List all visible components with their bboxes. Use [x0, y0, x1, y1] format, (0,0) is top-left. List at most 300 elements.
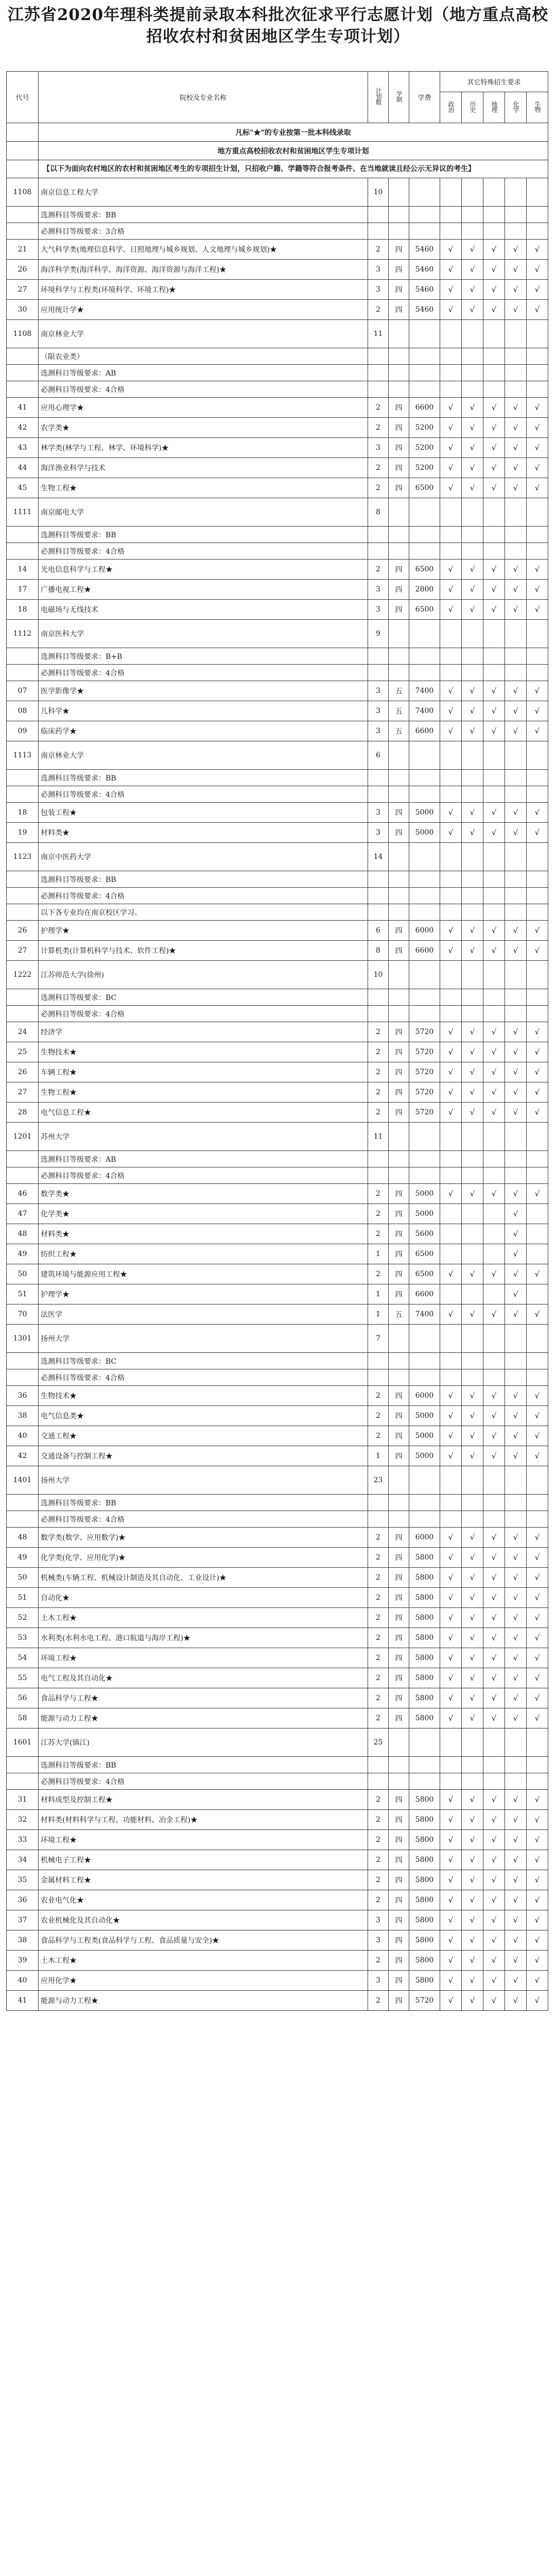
code-cell: 18 [7, 600, 39, 620]
major-row [7, 1103, 548, 1123]
major-row [7, 681, 548, 701]
requirement-mark-cell [483, 620, 505, 648]
code-cell [7, 1167, 39, 1184]
requirement-mark-cell [483, 1204, 505, 1224]
years-cell: 四 [389, 1688, 409, 1708]
fee-cell: 5000 [409, 823, 440, 843]
requirement-mark-cell [483, 1773, 505, 1790]
requirement-mark-cell: √ [483, 1830, 505, 1850]
major-row [7, 1790, 548, 1810]
requirement-mark-cell [440, 770, 462, 786]
fee-cell: 5800 [409, 1810, 440, 1830]
requirement-mark-cell: √ [483, 398, 505, 418]
col-sub-header: 化学 [505, 92, 527, 123]
code-cell: 1112 [7, 620, 39, 648]
requirement-mark-cell: √ [440, 1062, 462, 1082]
requirement-mark-cell [527, 1204, 548, 1224]
requirement-mark-cell [527, 620, 548, 648]
requirement-mark-cell: √ [527, 1406, 548, 1426]
school-row [7, 961, 548, 989]
requirement-mark-cell: √ [462, 803, 483, 823]
years-cell: 四 [389, 1850, 409, 1870]
code-cell: 1111 [7, 498, 39, 527]
requirement-mark-cell: √ [440, 260, 462, 280]
years-cell [389, 1151, 409, 1167]
fee-cell: 6500 [409, 1264, 440, 1284]
code-cell [7, 770, 39, 786]
requirement-mark-cell: √ [440, 560, 462, 580]
fee-cell [409, 1773, 440, 1790]
fee-cell: 5720 [409, 1022, 440, 1042]
requirement-mark-cell: √ [440, 1588, 462, 1608]
years-cell: 五 [389, 681, 409, 701]
requirement-mark-cell: √ [462, 1062, 483, 1082]
requirement-mark-cell: √ [483, 1991, 505, 2011]
requirement-row [7, 223, 548, 240]
requirement-mark-cell: √ [440, 681, 462, 701]
name-cell: 医学影像学★ [39, 681, 368, 701]
plan-cell: 3 [368, 1910, 389, 1930]
requirement-mark-cell: √ [483, 1264, 505, 1284]
requirement-mark-cell: √ [505, 1588, 527, 1608]
requirement-mark-cell [462, 1244, 483, 1264]
requirement-mark-cell: √ [440, 1304, 462, 1325]
col-sub-header: 政治 [440, 92, 462, 123]
code-cell [7, 381, 39, 398]
name-cell: 包装工程★ [39, 803, 368, 823]
requirement-mark-cell: √ [462, 1951, 483, 1971]
years-cell: 四 [389, 1648, 409, 1668]
requirement-mark-cell: √ [483, 418, 505, 438]
years-cell: 四 [389, 1790, 409, 1810]
requirement-mark-cell [462, 381, 483, 398]
school-row [7, 178, 548, 207]
name-cell: 交通工程★ [39, 1426, 368, 1446]
name-cell: 选测科目等级要求：BB [39, 871, 368, 888]
major-row [7, 1082, 548, 1103]
requirement-mark-cell [527, 543, 548, 560]
requirement-mark-cell [462, 348, 483, 365]
plan-cell [368, 365, 389, 381]
requirement-mark-cell [440, 1151, 462, 1167]
plan-cell [368, 1773, 389, 1790]
requirement-mark-cell: √ [505, 240, 527, 260]
code-cell: 1201 [7, 1123, 39, 1151]
years-cell: 四 [389, 1446, 409, 1466]
requirement-mark-cell: √ [462, 1264, 483, 1284]
requirement-mark-cell [505, 1728, 527, 1757]
requirement-mark-cell: √ [440, 1850, 462, 1870]
plan-cell: 3 [368, 580, 389, 600]
school-row [7, 1123, 548, 1151]
requirement-mark-cell: √ [462, 398, 483, 418]
requirement-mark-cell [440, 741, 462, 770]
requirement-mark-cell [483, 770, 505, 786]
requirement-mark-cell [462, 1773, 483, 1790]
requirement-mark-cell [505, 904, 527, 921]
name-cell: 选测科目等级要求：BB [39, 1495, 368, 1511]
requirement-mark-cell [440, 1511, 462, 1528]
requirement-mark-cell: √ [440, 240, 462, 260]
requirement-mark-cell [462, 1511, 483, 1528]
requirement-mark-cell [527, 381, 548, 398]
years-cell: 四 [389, 260, 409, 280]
code-cell [7, 1495, 39, 1511]
code-cell: 43 [7, 438, 39, 458]
requirement-mark-cell: √ [440, 1386, 462, 1406]
name-cell: 江苏师范大学(徐州) [39, 961, 368, 989]
requirement-mark-cell [505, 871, 527, 888]
fee-cell [409, 904, 440, 921]
plan-cell: 3 [368, 701, 389, 721]
name-cell: 能源与动力工程★ [39, 1991, 368, 2011]
requirement-mark-cell: √ [462, 1930, 483, 1951]
years-cell: 五 [389, 721, 409, 741]
requirement-row [7, 665, 548, 681]
plan-cell [368, 543, 389, 560]
fee-cell: 7400 [409, 701, 440, 721]
plan-cell: 9 [368, 620, 389, 648]
code-cell: 42 [7, 1446, 39, 1466]
requirement-mark-cell: √ [462, 1568, 483, 1588]
name-cell: 护理学★ [39, 1284, 368, 1304]
name-cell: 车辆工程★ [39, 1062, 368, 1082]
code-cell: 1113 [7, 741, 39, 770]
requirement-mark-cell: √ [440, 1628, 462, 1648]
requirement-mark-cell: √ [462, 600, 483, 620]
name-cell: 必测科目等级要求：3合格 [39, 223, 368, 240]
requirement-mark-cell: √ [462, 1870, 483, 1890]
code-cell: 35 [7, 1870, 39, 1890]
requirement-mark-cell [462, 207, 483, 223]
code-cell: 33 [7, 1830, 39, 1850]
name-cell: 农学类★ [39, 418, 368, 438]
requirement-mark-cell [505, 741, 527, 770]
years-cell: 四 [389, 1204, 409, 1224]
name-cell: 机械类(车辆工程、机械设计制造及其自动化、工业设计)★ [39, 1568, 368, 1588]
name-cell: 建筑环境与能源应用工程★ [39, 1264, 368, 1284]
requirement-mark-cell [483, 741, 505, 770]
years-cell [389, 1511, 409, 1528]
requirement-mark-cell: √ [483, 1528, 505, 1548]
requirement-mark-cell [462, 365, 483, 381]
years-cell: 四 [389, 823, 409, 843]
code-cell [7, 527, 39, 543]
requirement-mark-cell [527, 961, 548, 989]
years-cell: 四 [389, 478, 409, 498]
requirement-row [7, 527, 548, 543]
requirement-mark-cell [440, 498, 462, 527]
requirement-mark-cell [462, 843, 483, 871]
plan-cell: 2 [368, 1224, 389, 1244]
requirement-mark-cell: √ [527, 1930, 548, 1951]
name-cell: 南京医科大学 [39, 620, 368, 648]
name-cell: 必测科目等级要求：4合格 [39, 381, 368, 398]
major-row [7, 1386, 548, 1406]
requirement-mark-cell [462, 989, 483, 1006]
requirement-mark-cell: √ [462, 1426, 483, 1446]
years-cell: 四 [389, 1042, 409, 1062]
requirement-mark-cell [505, 1006, 527, 1022]
requirement-mark-cell [440, 904, 462, 921]
requirement-mark-cell: √ [527, 1810, 548, 1830]
major-row [7, 1528, 548, 1548]
requirement-mark-cell [483, 1006, 505, 1022]
years-cell: 四 [389, 580, 409, 600]
code-cell: 51 [7, 1284, 39, 1304]
major-row [7, 1062, 548, 1082]
requirement-mark-cell: √ [527, 1708, 548, 1728]
requirement-row [7, 888, 548, 904]
requirement-mark-cell: √ [505, 418, 527, 438]
fee-cell [409, 1369, 440, 1386]
requirement-mark-cell: √ [527, 1528, 548, 1548]
requirement-mark-cell [440, 527, 462, 543]
requirement-row [7, 365, 548, 381]
requirement-mark-cell: √ [505, 941, 527, 961]
name-cell: 农业电气化★ [39, 1890, 368, 1910]
requirement-mark-cell [462, 1006, 483, 1022]
requirement-mark-cell: √ [505, 1790, 527, 1810]
requirement-mark-cell [440, 888, 462, 904]
requirement-mark-cell: √ [462, 921, 483, 941]
requirement-mark-cell [462, 1151, 483, 1167]
requirement-mark-cell: √ [462, 1790, 483, 1810]
requirement-mark-cell: √ [527, 1103, 548, 1123]
major-row [7, 1830, 548, 1850]
requirement-mark-cell: √ [462, 1446, 483, 1466]
name-cell: （限农业类） [39, 348, 368, 365]
requirement-mark-cell [462, 1757, 483, 1773]
years-cell: 四 [389, 1386, 409, 1406]
requirement-mark-cell [440, 1204, 462, 1224]
fee-cell: 6500 [409, 478, 440, 498]
name-cell: 经济学 [39, 1022, 368, 1042]
years-cell [389, 365, 409, 381]
major-row [7, 1264, 548, 1284]
years-cell [389, 1167, 409, 1184]
years-cell: 四 [389, 941, 409, 961]
name-cell: 土木工程★ [39, 1608, 368, 1628]
fee-cell [409, 543, 440, 560]
requirement-mark-cell: √ [462, 1971, 483, 1991]
requirement-mark-cell: √ [505, 1668, 527, 1688]
requirement-mark-cell [505, 1151, 527, 1167]
requirement-mark-cell [527, 1773, 548, 1790]
fee-cell: 6000 [409, 921, 440, 941]
code-cell: 48 [7, 1224, 39, 1244]
years-cell: 四 [389, 1426, 409, 1446]
requirement-mark-cell: √ [527, 1082, 548, 1103]
name-cell: 光电信息科学与工程★ [39, 560, 368, 580]
years-cell: 五 [389, 1304, 409, 1325]
years-cell [389, 1728, 409, 1757]
requirement-mark-cell: √ [483, 300, 505, 320]
requirement-mark-cell: √ [527, 941, 548, 961]
fee-cell [409, 527, 440, 543]
name-cell: 以下各专业均在南京校区学习。 [39, 904, 368, 921]
requirement-mark-cell [483, 1167, 505, 1184]
code-cell [7, 786, 39, 803]
plan-cell: 2 [368, 1103, 389, 1123]
code-cell [7, 365, 39, 381]
name-cell: 生物工程★ [39, 478, 368, 498]
requirement-mark-cell: √ [505, 300, 527, 320]
requirement-mark-cell [527, 1123, 548, 1151]
fee-cell [409, 770, 440, 786]
requirement-mark-cell [462, 741, 483, 770]
requirement-mark-cell [483, 1353, 505, 1369]
note-desc: 【以下为面向农村地区的农村和贫困地区考生的专项招生计划，只招收户籍、学籍等符合报考条件、在当地就读且经公示无异议的考生】 [39, 160, 548, 178]
requirement-mark-cell [527, 871, 548, 888]
plan-cell: 3 [368, 823, 389, 843]
requirement-mark-cell [505, 843, 527, 871]
requirement-mark-cell: √ [462, 1810, 483, 1830]
requirement-row [7, 207, 548, 223]
requirement-mark-cell [440, 223, 462, 240]
plan-cell: 3 [368, 280, 389, 300]
name-cell: 生物技术★ [39, 1386, 368, 1406]
requirement-mark-cell: √ [440, 1708, 462, 1728]
plan-cell [368, 348, 389, 365]
name-cell: 机械电子工程★ [39, 1850, 368, 1870]
plan-cell: 11 [368, 1123, 389, 1151]
name-cell: 选测科目等级要求：BC [39, 1353, 368, 1369]
requirement-mark-cell [483, 498, 505, 527]
requirement-mark-cell: √ [440, 941, 462, 961]
plan-cell: 2 [368, 240, 389, 260]
requirement-mark-cell: √ [527, 1991, 548, 2011]
requirement-mark-cell [483, 381, 505, 398]
fee-cell: 6000 [409, 1386, 440, 1406]
years-cell: 四 [389, 1528, 409, 1548]
requirement-mark-cell: √ [527, 1062, 548, 1082]
requirement-mark-cell: √ [440, 921, 462, 941]
major-row [7, 1608, 548, 1628]
requirement-mark-cell [505, 348, 527, 365]
requirement-mark-cell: √ [483, 1971, 505, 1991]
requirement-mark-cell [527, 741, 548, 770]
years-cell [389, 843, 409, 871]
requirement-mark-cell [440, 1006, 462, 1022]
code-cell: 25 [7, 1042, 39, 1062]
fee-cell [409, 1167, 440, 1184]
requirement-mark-cell [505, 1369, 527, 1386]
name-cell: 环境工程★ [39, 1648, 368, 1668]
requirement-mark-cell: √ [505, 1284, 527, 1304]
name-cell: 选测科目等级要求：BB [39, 770, 368, 786]
requirement-mark-cell: √ [483, 1386, 505, 1406]
name-cell: 扬州大学 [39, 1466, 368, 1495]
requirement-mark-cell [440, 320, 462, 348]
requirement-mark-cell: √ [440, 1528, 462, 1548]
code-cell: 27 [7, 1082, 39, 1103]
requirement-mark-cell: √ [527, 1910, 548, 1930]
school-row [7, 1325, 548, 1353]
requirement-mark-cell [483, 527, 505, 543]
col-fee-header: 学费 [409, 72, 440, 123]
requirement-mark-cell: √ [440, 478, 462, 498]
fee-cell [409, 320, 440, 348]
fee-cell: 5460 [409, 300, 440, 320]
requirement-mark-cell: √ [505, 1568, 527, 1588]
name-cell: 护理学★ [39, 921, 368, 941]
years-cell [389, 381, 409, 398]
requirement-mark-cell [462, 1728, 483, 1757]
requirement-mark-cell [462, 770, 483, 786]
requirement-mark-cell: √ [462, 1991, 483, 2011]
name-cell: 金属材料工程★ [39, 1870, 368, 1890]
requirement-mark-cell: √ [440, 1082, 462, 1103]
requirement-mark-cell [527, 888, 548, 904]
code-cell: 46 [7, 1184, 39, 1204]
requirement-mark-cell [505, 178, 527, 207]
requirement-mark-cell [440, 1495, 462, 1511]
requirement-mark-cell: √ [440, 458, 462, 478]
col-sub-header: 历史 [462, 92, 483, 123]
requirement-mark-cell: √ [440, 600, 462, 620]
name-cell: 必测科目等级要求：4合格 [39, 1006, 368, 1022]
fee-cell: 5800 [409, 1870, 440, 1890]
requirement-mark-cell [527, 1006, 548, 1022]
name-cell: 电气信息工程★ [39, 1103, 368, 1123]
requirement-mark-cell [505, 527, 527, 543]
requirement-mark-cell: √ [483, 1022, 505, 1042]
years-cell: 四 [389, 1082, 409, 1103]
requirement-mark-cell [527, 348, 548, 365]
plan-cell: 2 [368, 1850, 389, 1870]
name-cell: 数学类★ [39, 1184, 368, 1204]
requirement-mark-cell: √ [505, 560, 527, 580]
fee-cell [409, 741, 440, 770]
fee-cell: 5800 [409, 1910, 440, 1930]
plan-cell: 3 [368, 600, 389, 620]
name-cell: 法医学 [39, 1304, 368, 1325]
requirement-mark-cell [462, 871, 483, 888]
plan-cell: 3 [368, 438, 389, 458]
name-cell: 必测科目等级要求：4合格 [39, 1773, 368, 1790]
years-cell [389, 1006, 409, 1022]
years-cell: 四 [389, 1951, 409, 1971]
requirement-mark-cell: √ [505, 1910, 527, 1930]
name-cell: 林学类(林学与工程、林学、环境科学)★ [39, 438, 368, 458]
years-cell [389, 871, 409, 888]
code-cell: 27 [7, 941, 39, 961]
requirement-mark-cell [483, 207, 505, 223]
plan-cell: 2 [368, 1204, 389, 1224]
requirement-mark-cell [462, 178, 483, 207]
major-row [7, 1406, 548, 1426]
major-row [7, 478, 548, 498]
code-cell [7, 1006, 39, 1022]
requirement-mark-cell [440, 1224, 462, 1244]
school-row [7, 843, 548, 871]
fee-cell: 6600 [409, 721, 440, 741]
requirement-mark-cell: √ [440, 1668, 462, 1688]
name-cell: 生物技术★ [39, 1042, 368, 1062]
requirement-mark-cell: √ [505, 1224, 527, 1244]
requirement-mark-cell: √ [527, 240, 548, 260]
requirement-mark-cell [483, 1284, 505, 1304]
requirement-mark-cell [527, 207, 548, 223]
code-cell: 58 [7, 1708, 39, 1728]
fee-cell [409, 961, 440, 989]
requirement-mark-cell: √ [505, 823, 527, 843]
requirement-row [7, 1369, 548, 1386]
requirement-mark-cell [440, 961, 462, 989]
major-row [7, 280, 548, 300]
years-cell: 五 [389, 701, 409, 721]
